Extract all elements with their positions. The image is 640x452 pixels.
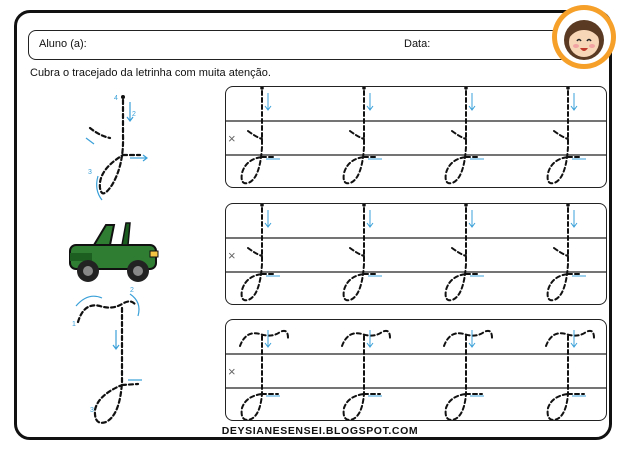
- practice-row-2: [225, 203, 607, 305]
- trace-letter[interactable]: [446, 87, 484, 183]
- trace-letter[interactable]: [444, 330, 492, 420]
- trace-letter[interactable]: [242, 87, 280, 183]
- instruction-text: Cubra o tracejado da letrinha com muita atenção.: [30, 67, 271, 79]
- svg-text:1: 1: [72, 321, 76, 328]
- svg-text:2: 2: [132, 111, 136, 118]
- girl-avatar-icon: [552, 5, 616, 69]
- practice-row-1: [225, 86, 607, 188]
- trace-letter[interactable]: [446, 204, 484, 300]
- start-mark: ×: [228, 248, 236, 263]
- trace-letter[interactable]: [548, 87, 586, 183]
- jeep-icon: [70, 223, 158, 282]
- practice-row-3: [225, 319, 607, 421]
- trace-letter[interactable]: [242, 204, 280, 300]
- student-name-label: Aluno (a):: [39, 38, 87, 50]
- model-letters: [50, 80, 170, 430]
- model-cursive-j-2: [78, 301, 138, 422]
- svg-text:3: 3: [88, 169, 92, 176]
- trace-letter[interactable]: [548, 204, 586, 300]
- header-box: [28, 30, 588, 60]
- trace-letter[interactable]: [344, 87, 382, 183]
- svg-text:3: 3: [90, 407, 94, 414]
- svg-text:4: 4: [114, 95, 118, 102]
- footer-site: DEYSIANESENSEI.BLOGSPOT.COM: [221, 425, 419, 437]
- svg-text:2: 2: [130, 287, 134, 294]
- trace-letter[interactable]: [546, 330, 594, 420]
- start-mark: ×: [228, 364, 236, 379]
- trace-letter[interactable]: [342, 330, 390, 420]
- trace-letter[interactable]: [344, 204, 382, 300]
- date-label: Data:: [404, 38, 431, 50]
- trace-letter[interactable]: [240, 330, 288, 420]
- start-mark: ×: [228, 131, 236, 146]
